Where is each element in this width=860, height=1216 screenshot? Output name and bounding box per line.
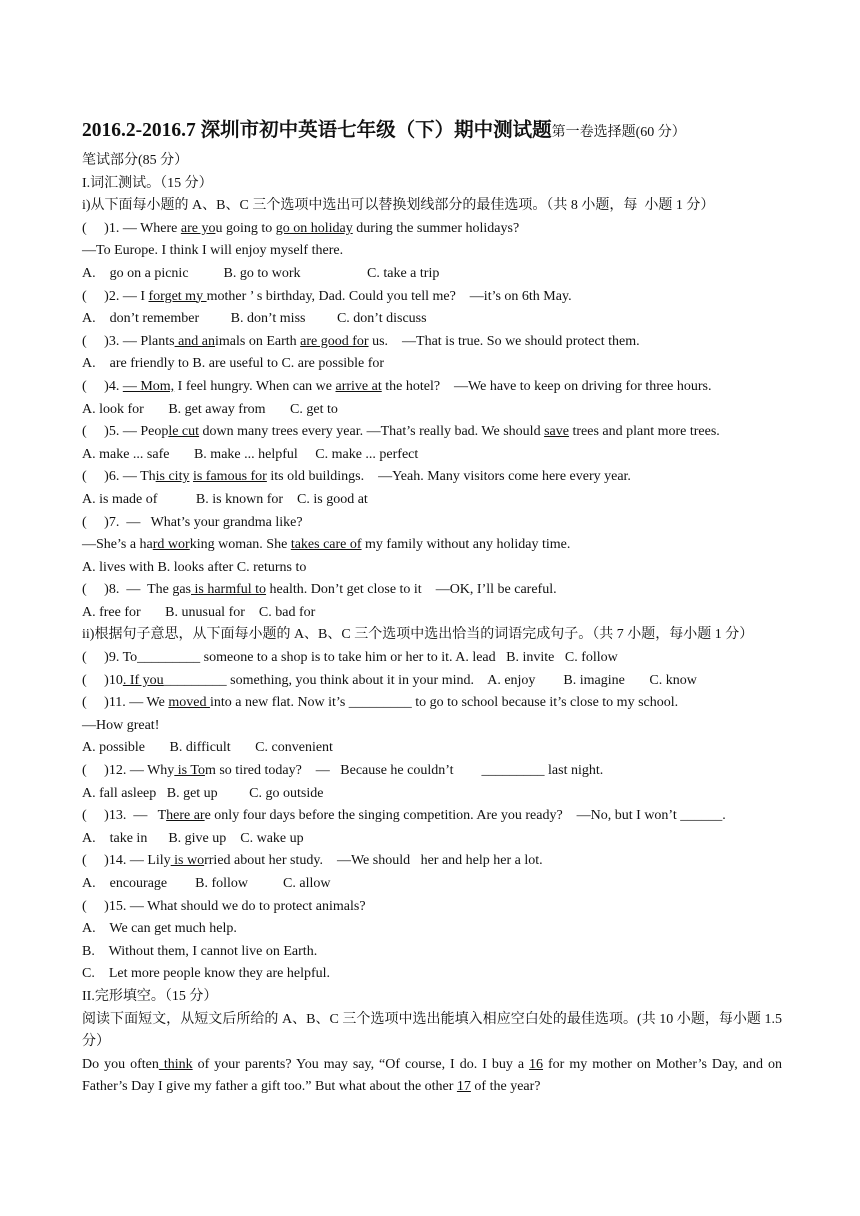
text-segment: the hotel? —We have to keep on driving for three hours. xyxy=(381,378,712,394)
text-segment: —How great! xyxy=(82,717,160,733)
underlined-text: is harmful to xyxy=(191,582,267,598)
text-line xyxy=(82,850,782,873)
text-segment: ( )15. — What should we do to protect animals? xyxy=(82,898,366,914)
text-segment: ( )10 xyxy=(82,672,123,688)
text-segment: ( )6. — Th xyxy=(82,469,156,485)
text-segment: into a new flat. Now it’s _________ to go to school because it’s close to my school. xyxy=(209,695,679,711)
text-line xyxy=(82,963,782,986)
underlined-text: — Mom, xyxy=(122,378,175,394)
text-line xyxy=(82,692,782,715)
text-segment: imals on Earth xyxy=(215,333,301,349)
text-line xyxy=(82,873,782,896)
underlined-text: rd wor xyxy=(152,537,190,553)
text-segment: ( )7. — What’s your grandma like? xyxy=(82,514,303,530)
title-subtitle: 第一卷选择题(60 分） xyxy=(551,125,686,140)
text-segment: —To Europe. I think I will enjoy myself there. xyxy=(82,243,344,259)
text-segment: I feel hungry. When can we xyxy=(174,378,336,394)
text-line xyxy=(82,805,782,828)
text-line xyxy=(82,218,782,241)
text-segment: A. make ... safe B. make ... helpful C. make ... perfect xyxy=(82,446,419,462)
text-line xyxy=(82,1054,782,1099)
text-segment: ( )13. — T xyxy=(82,808,167,824)
text-segment: down many trees every year. —That’s really bad. We should xyxy=(199,424,545,440)
text-line xyxy=(82,896,782,919)
text-segment: B. Without them, I cannot live on Earth. xyxy=(82,943,318,959)
text-line xyxy=(82,421,782,444)
text-segment: rried about her study. —We should her and help her a lot. xyxy=(204,853,543,869)
text-line xyxy=(82,308,782,331)
text-segment: A. look for B. get away from C. get to xyxy=(82,401,338,417)
text-segment: u going to xyxy=(215,220,276,236)
text-segment: of the year? xyxy=(470,1079,541,1095)
text-line xyxy=(82,579,782,602)
text-segment: A. free for B. unusual for C. bad for xyxy=(82,604,316,620)
text-line xyxy=(82,941,782,964)
text-line xyxy=(82,512,782,535)
text-segment: during the summer holidays? xyxy=(352,220,520,236)
text-segment: ( )5. — Peop xyxy=(82,424,169,440)
underlined-text: is famous for xyxy=(192,469,267,485)
text-segment: A. don’t remember B. don’t miss C. don’t discuss xyxy=(82,311,427,327)
text-segment: ( )4. xyxy=(82,378,123,394)
text-line xyxy=(82,353,782,376)
text-segment: ( )1. — Where xyxy=(82,220,181,236)
document-body xyxy=(82,150,782,1099)
text-segment: I.词汇测试。（15 分） xyxy=(82,175,213,191)
text-segment: my family without any holiday time. xyxy=(361,537,571,553)
underlined-text: and an xyxy=(174,333,215,349)
text-segment: 阅读下面短文，从短文后所给的 A、B、C 三个选项中选出能填入相应空白处的最佳选项。(共 10 小题，每小题 1.5 分） xyxy=(82,1011,782,1050)
text-line xyxy=(82,783,782,806)
text-line xyxy=(82,150,782,173)
text-segment: m so tired today? — Because he couldn’t _________ last night. xyxy=(204,763,604,779)
text-segment: C. Let more people know they are helpful. xyxy=(82,966,331,982)
text-segment: A. take in B. give up C. wake up xyxy=(82,830,304,846)
text-segment: _________ something, you think about it in your mind. A. enjoy B. imagine C. know xyxy=(163,672,697,688)
text-segment: —She’s a ha xyxy=(82,537,153,553)
text-segment: ( )11. — We xyxy=(82,695,169,711)
text-segment: ( )9. To_________ someone to a shop is to take him or her to it. A. lead B. invite C. follow xyxy=(82,650,618,666)
text-line xyxy=(82,986,782,1009)
text-line xyxy=(82,760,782,783)
text-segment: king woman. She xyxy=(189,537,291,553)
text-line xyxy=(82,466,782,489)
underlined-text: takes care of xyxy=(290,537,362,553)
text-line xyxy=(82,263,782,286)
text-segment: for my mother on Mother’s Day, and on Father’s Day I give my father a gift too.” But what about the other xyxy=(82,1056,782,1095)
text-line xyxy=(82,715,782,738)
underlined-text: save xyxy=(544,424,569,440)
underlined-text: arrive at xyxy=(335,378,382,394)
text-line xyxy=(82,195,782,218)
underlined-text: think xyxy=(158,1056,193,1072)
text-segment: A. go on a picnic B. go to work C. take a trip xyxy=(82,265,440,281)
text-segment: A. fall asleep B. get up C. go outside xyxy=(82,785,324,801)
text-segment: ii)根据句子意思，从下面每小题的 A、B、C 三个选项中选出恰当的词语完成句子。（共 7 小题，每小题 1 分） xyxy=(82,627,754,643)
text-segment: A. are friendly to B. are useful to C. are possible for xyxy=(82,356,385,372)
text-line xyxy=(82,1009,782,1054)
text-line xyxy=(82,286,782,309)
underlined-text: is wo xyxy=(170,853,205,869)
underlined-text: is city xyxy=(155,469,190,485)
text-line xyxy=(82,240,782,263)
text-segment: health. Don’t get close to it —OK, I’ll be careful. xyxy=(266,582,557,598)
underlined-text: here ar xyxy=(166,808,205,824)
underlined-text: go on holiday xyxy=(275,220,353,236)
text-segment: i)从下面每小题的 A、B、C 三个选项中选出可以替换划线部分的最佳选项。（共 8 小题，每 小题 1 分） xyxy=(82,198,715,214)
underlined-text: le cut xyxy=(168,424,200,440)
text-line xyxy=(82,534,782,557)
underlined-text: forget my xyxy=(148,288,207,304)
text-line xyxy=(82,376,782,399)
text-line xyxy=(82,828,782,851)
text-line xyxy=(82,489,782,512)
text-segment: ( )12. — Why xyxy=(82,763,175,779)
text-segment: 笔试部分(85 分） xyxy=(82,153,189,168)
text-line xyxy=(82,602,782,625)
text-line xyxy=(82,647,782,670)
page-title xyxy=(82,118,782,146)
text-segment: II.完形填空。（15 分） xyxy=(82,988,218,1004)
text-segment: ( )14. — Lily xyxy=(82,853,171,869)
text-segment: A. possible B. difficult C. convenient xyxy=(82,740,333,756)
text-segment: ( )3. — Plants xyxy=(82,333,175,349)
underlined-text: moved xyxy=(168,695,210,711)
text-segment: mother ’ s birthday, Dad. Could you tell me? —it’s on 6th May. xyxy=(206,288,572,304)
text-segment: ( )8. — The gas xyxy=(82,582,191,598)
text-segment: ( )2. — I xyxy=(82,288,149,304)
underlined-text: is To xyxy=(174,763,205,779)
underlined-text: are yo xyxy=(180,220,216,236)
underlined-text: are good for xyxy=(300,333,369,349)
text-segment: trees and plant more trees. xyxy=(568,424,720,440)
text-segment: its old buildings. —Yeah. Many visitors come here every year. xyxy=(266,469,631,485)
underlined-text: 16 xyxy=(529,1056,544,1072)
text-line xyxy=(82,331,782,354)
text-segment: of your parents? You may say, “Of course, I do. I buy a xyxy=(192,1056,530,1072)
text-line xyxy=(82,670,782,693)
underlined-text: . If you xyxy=(122,672,164,688)
text-line xyxy=(82,918,782,941)
text-segment: e only four days before the singing competition. Are you ready? —No, but I won’t ______. xyxy=(204,808,726,824)
text-segment: A. is made of B. is known for C. is good at xyxy=(82,491,368,507)
text-line xyxy=(82,173,782,196)
text-line xyxy=(82,444,782,467)
text-segment: A. We can get much help. xyxy=(82,921,237,937)
text-segment: A. encourage B. follow C. allow xyxy=(82,876,331,891)
text-segment: Do you often xyxy=(82,1056,159,1072)
text-segment: us. —That is true. So we should protect them. xyxy=(368,333,640,349)
text-line xyxy=(82,557,782,580)
underlined-text: 17 xyxy=(456,1079,471,1095)
text-line xyxy=(82,624,782,647)
document-page xyxy=(82,118,782,1099)
text-line xyxy=(82,399,782,422)
title-main: 2016.2-2016.7 深圳市初中英语七年级（下）期中测试题 xyxy=(82,120,552,141)
text-segment: A. lives with B. looks after C. returns to xyxy=(82,559,307,575)
text-line xyxy=(82,737,782,760)
